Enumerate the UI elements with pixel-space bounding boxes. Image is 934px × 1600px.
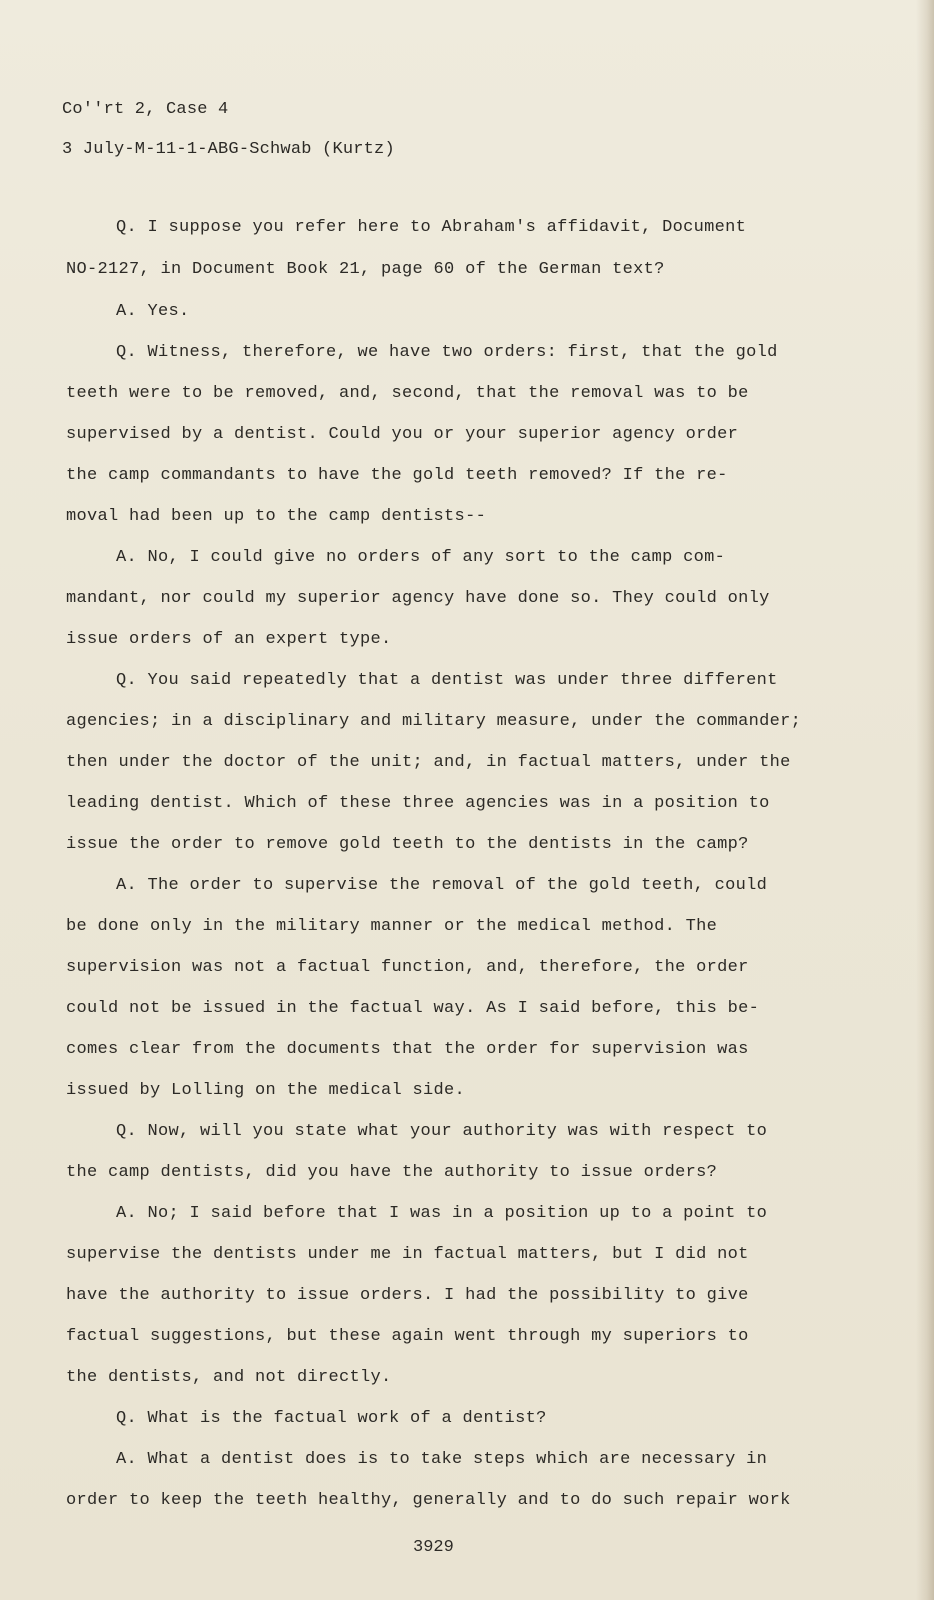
- transcript-line: teeth were to be removed, and, second, that the removal was to be: [66, 384, 749, 403]
- transcript-line: issue orders of an expert type.: [66, 630, 392, 649]
- transcript-line: supervised by a dentist. Could you or your superior agency order: [66, 425, 739, 444]
- transcript-line: Q. You said repeatedly that a dentist was under three different: [116, 671, 778, 690]
- transcript-line: supervision was not a factual function, and, therefore, the order: [66, 958, 749, 977]
- transcript-line: Q. Witness, therefore, we have two orders: first, that the gold: [116, 343, 778, 362]
- transcript-line: issued by Lolling on the medical side.: [66, 1081, 466, 1100]
- transcript-line: moval had been up to the camp dentists--: [66, 507, 487, 526]
- transcript-line: order to keep the teeth healthy, generally and to do such repair work: [66, 1491, 791, 1510]
- transcript-line: comes clear from the documents that the order for supervision was: [66, 1040, 749, 1059]
- transcript-line: issue the order to remove gold teeth to the dentists in the camp?: [66, 835, 749, 854]
- transcript-line: A. Yes.: [116, 302, 190, 321]
- court-case-header: Co''rt 2, Case 4: [62, 100, 229, 119]
- transcript-line: A. No, I could give no orders of any sort to the camp com-: [116, 548, 726, 567]
- transcript-line: Q. I suppose you refer here to Abraham's affidavit, Document: [116, 218, 747, 237]
- transcript-line: could not be issued in the factual way. As I said before, this be-: [66, 999, 760, 1018]
- transcript-line: A. The order to supervise the removal of the gold teeth, could: [116, 876, 768, 895]
- transcript-line: supervise the dentists under me in factual matters, but I did not: [66, 1245, 749, 1264]
- transcript-line: mandant, nor could my superior agency have done so. They could only: [66, 589, 770, 608]
- transcript-line: A. No; I said before that I was in a position up to a point to: [116, 1204, 768, 1223]
- transcript-line: the camp dentists, did you have the authority to issue orders?: [66, 1163, 718, 1182]
- transcript-line: NO-2127, in Document Book 21, page 60 of the German text?: [66, 260, 665, 279]
- transcript-line: leading dentist. Which of these three agencies was in a position to: [66, 794, 770, 813]
- session-header: 3 July-M-11-1-ABG-Schwab (Kurtz): [62, 140, 395, 159]
- transcript-line: factual suggestions, but these again went through my superiors to: [66, 1327, 749, 1346]
- transcript-line: have the authority to issue orders. I had the possibility to give: [66, 1286, 749, 1305]
- transcript-line: the camp commandants to have the gold teeth removed? If the re-: [66, 466, 728, 485]
- transcript-line: the dentists, and not directly.: [66, 1368, 392, 1387]
- transcript-line: Q. What is the factual work of a dentist?: [116, 1409, 547, 1428]
- page-edge-shadow: [916, 0, 934, 1600]
- transcript-line: be done only in the military manner or the medical method. The: [66, 917, 718, 936]
- transcript-line: Q. Now, will you state what your authority was with respect to: [116, 1122, 768, 1141]
- transcript-line: then under the doctor of the unit; and, in factual matters, under the: [66, 753, 791, 772]
- page-number: 3929: [413, 1538, 454, 1557]
- transcript-line: A. What a dentist does is to take steps which are necessary in: [116, 1450, 768, 1469]
- transcript-line: agencies; in a disciplinary and military measure, under the commander;: [66, 712, 802, 731]
